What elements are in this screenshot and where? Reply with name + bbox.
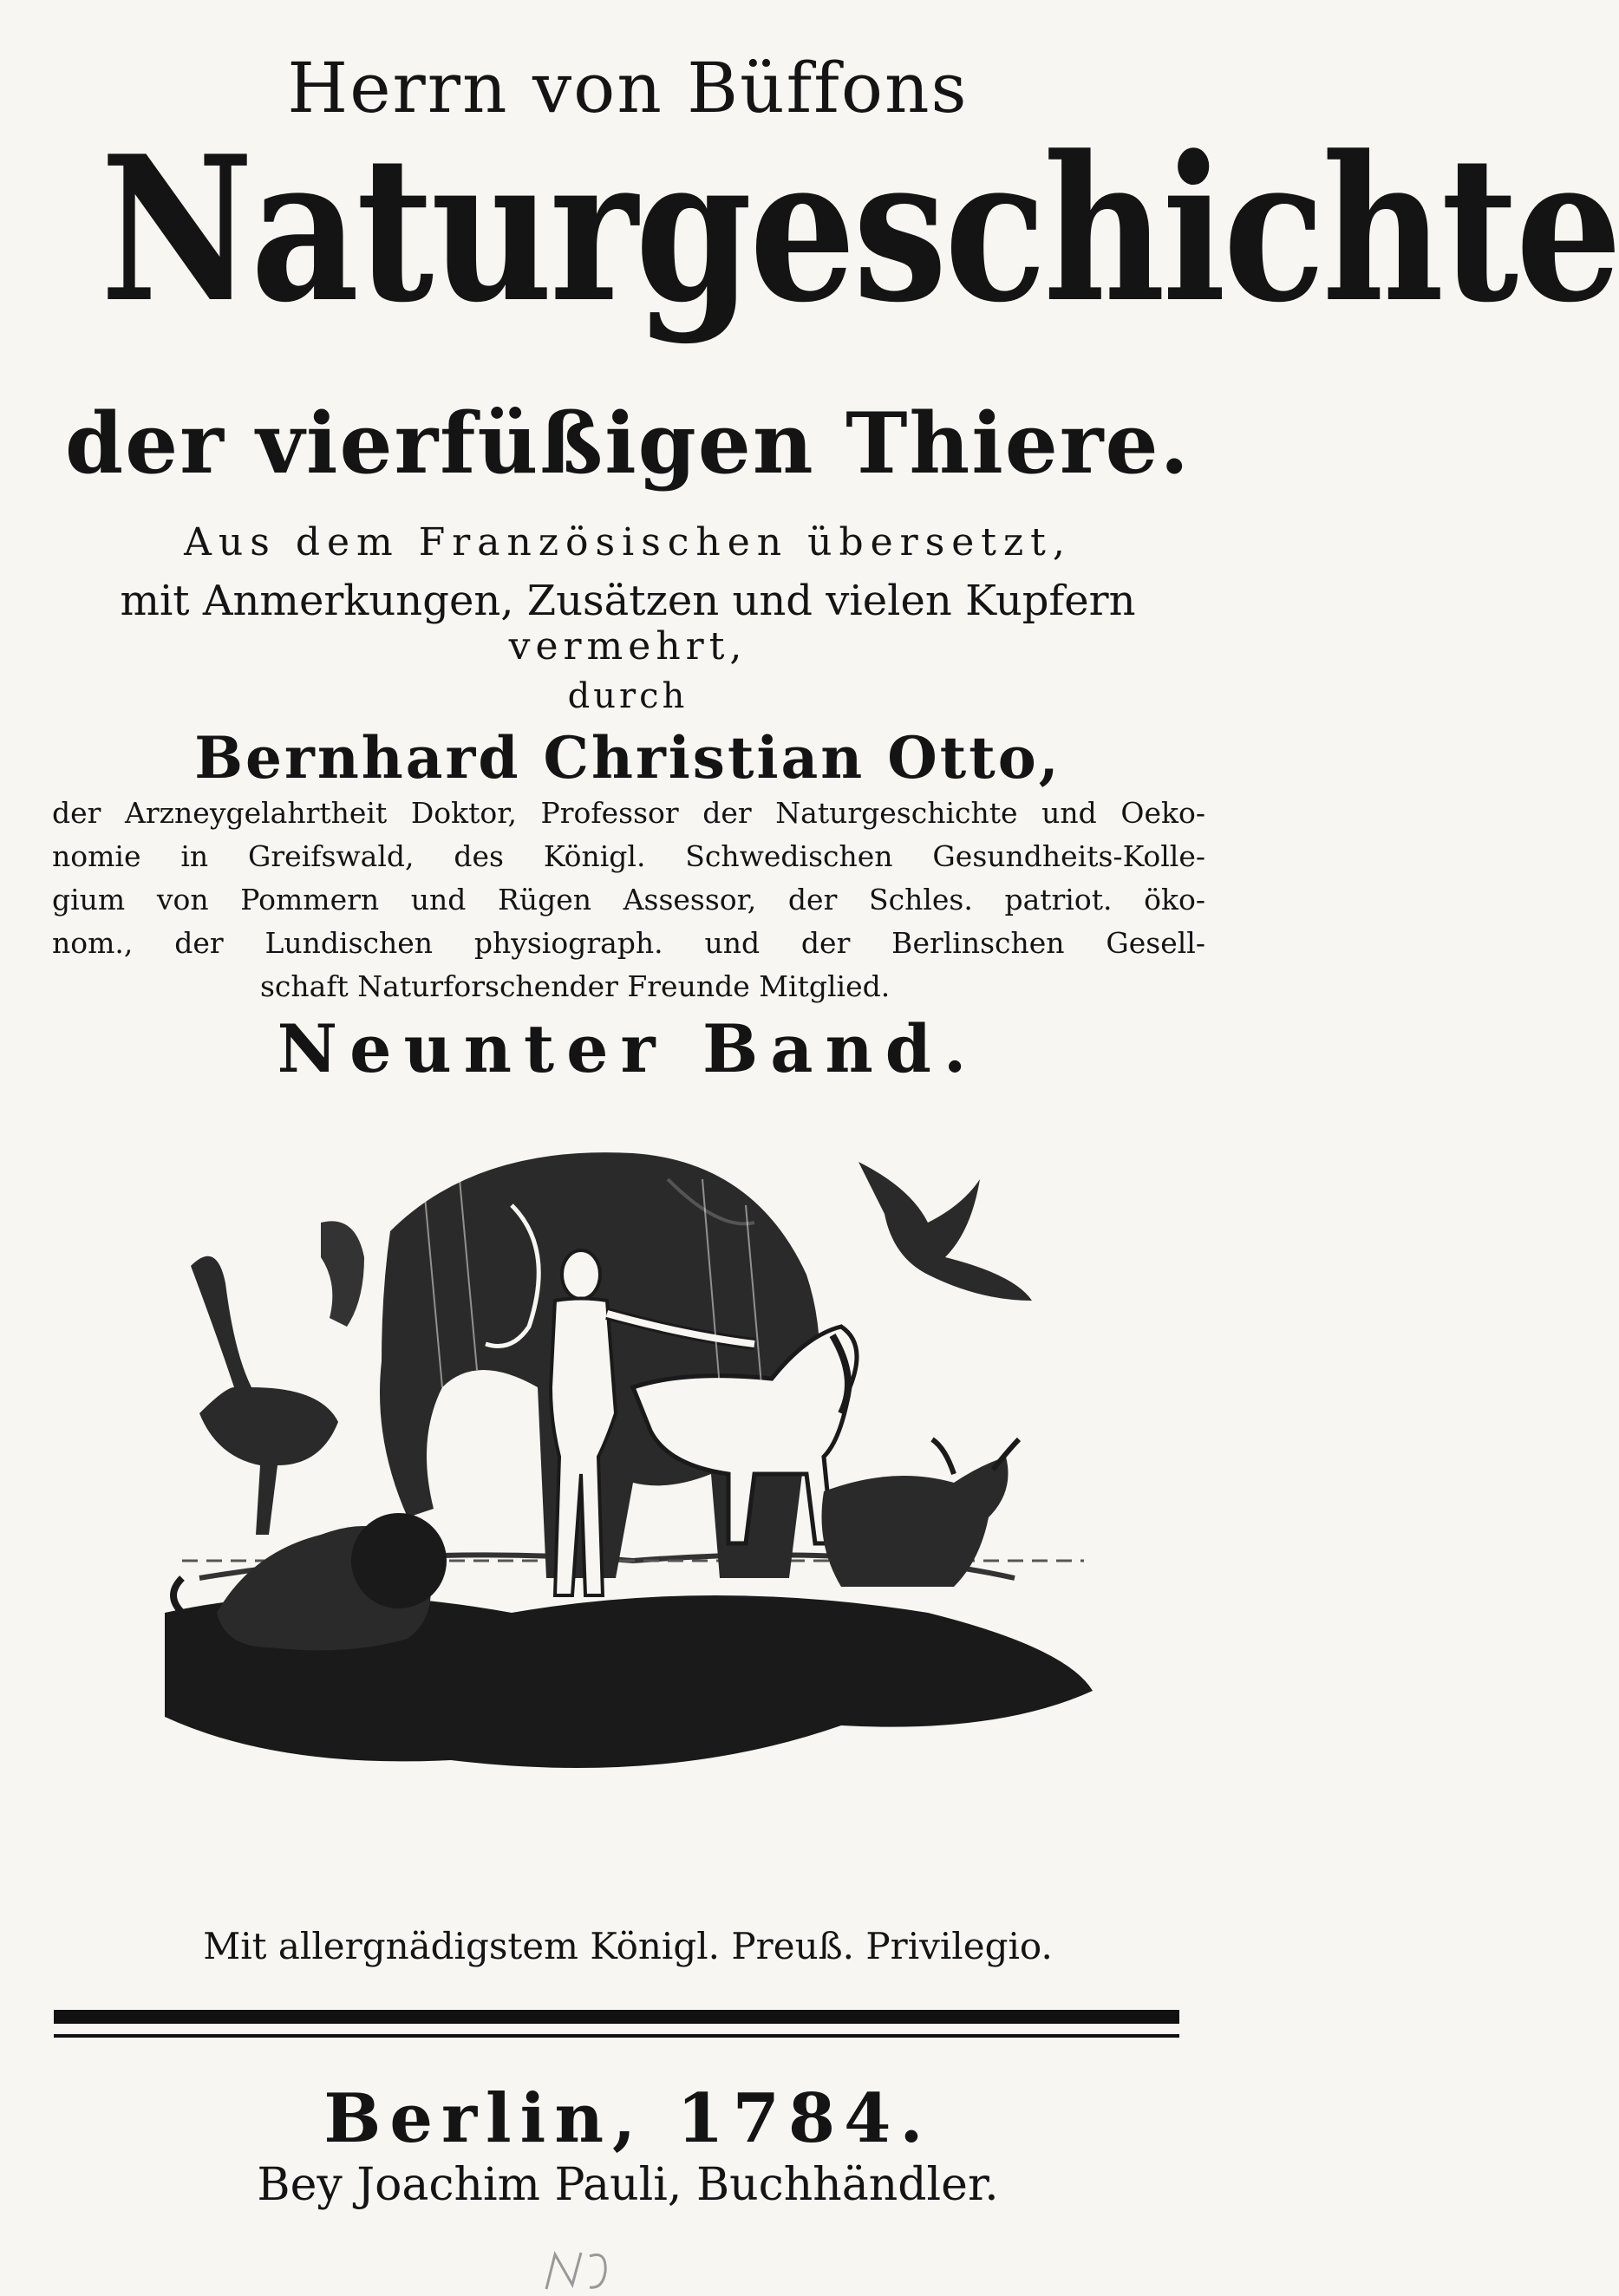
credential-line: der Arzneygelahrtheit Doktor, Professor der Naturgeschichte und Oeko- — [52, 796, 1205, 830]
publisher-line: Bey Joachim Pauli, Buchhändler. — [257, 2159, 999, 2211]
volume-label: Neunter Band. — [277, 1010, 979, 1087]
credential-line: nom., der Lundischen physiograph. und der Berlinschen Gesell- — [52, 926, 1205, 960]
author-line: Herrn von Büffons — [287, 48, 969, 128]
notes-line: mit Anmerkungen, Zusätzen und vielen Kupfern — [120, 577, 1136, 625]
credential-line: nomie in Greifswald, des Königl. Schwedischen Gesundheits-Kolle- — [52, 839, 1205, 873]
main-title: Naturgeschichte — [100, 113, 1619, 347]
divider-rule — [54, 2010, 1179, 2024]
translated-line: Aus dem Französischen übersetzt, — [184, 520, 1072, 564]
credential-line: schaft Naturforschender Freunde Mitglied. — [260, 969, 891, 1003]
divider-rule — [54, 2034, 1179, 2038]
enlarged-line: vermehrt, — [508, 624, 747, 669]
place-year: Berlin, 1784. — [323, 2079, 932, 2158]
credential-line: gium von Pommern und Rügen Assessor, der Schles. patriot. öko- — [52, 883, 1205, 916]
subtitle: der vierfüßigen Thiere. — [65, 395, 1191, 492]
frontispiece-engraving-icon — [147, 1127, 1110, 1847]
privilege-line: Mit allergnädigstem Königl. Preuß. Privilegio. — [203, 1925, 1053, 1967]
by-line: durch — [567, 676, 689, 716]
handwritten-mark-icon — [538, 2246, 616, 2296]
translator-name: Bernhard Christian Otto, — [194, 724, 1061, 792]
